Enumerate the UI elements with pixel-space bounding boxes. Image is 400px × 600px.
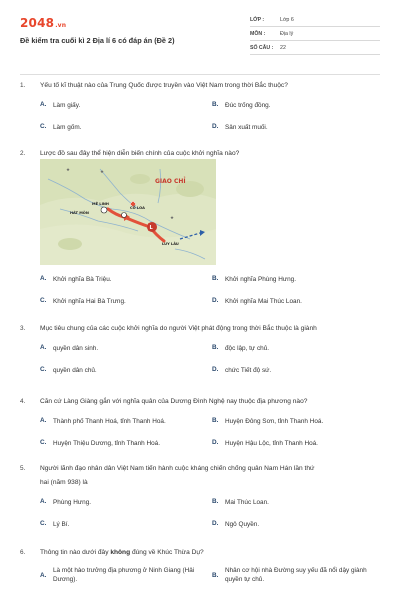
emphasis-not: không: [110, 549, 131, 556]
option-letter: A.: [40, 101, 47, 108]
option-text: Phùng Hưng.: [53, 499, 92, 506]
option-text: chức Tiết độ sứ.: [225, 367, 272, 374]
option-letter: B.: [212, 275, 219, 282]
question-2-options: [20, 270, 380, 314]
meta-key: MÔN :: [250, 30, 266, 37]
question-1: [20, 80, 380, 140]
option-text: Huyện Thiệu Dương, tỉnh Thanh Hoá.: [53, 440, 160, 447]
option-a[interactable]: [40, 96, 212, 118]
map-label-giao-chi: GIAO CHỈ: [155, 178, 186, 185]
question-number: 5.: [20, 465, 26, 472]
option-d[interactable]: [212, 434, 384, 456]
option-d[interactable]: [212, 361, 384, 383]
meta-key: SỐ CÂU :: [250, 44, 274, 51]
option-letter: B.: [212, 344, 219, 351]
option-c[interactable]: [40, 361, 212, 383]
option-text: Là một hào trưởng địa phương ở Ninh Giang (Hải Dương).: [53, 567, 195, 583]
option-a[interactable]: [40, 412, 212, 434]
option-text: Sản xuất muối.: [225, 124, 268, 131]
option-letter: C.: [40, 366, 47, 373]
option-letter: A.: [40, 275, 47, 282]
option-text: quyền dân sinh.: [53, 345, 99, 352]
option-letter: A.: [40, 498, 47, 505]
map-label-co-loa: CỔ LOA: [130, 206, 145, 210]
option-a[interactable]: [40, 270, 212, 292]
option-text: Ngô Quyền.: [225, 521, 260, 528]
question-text: Lược đồ sau đây thể hiện diễn biến chính của cuộc khởi nghĩa nào?: [40, 150, 240, 157]
option-c[interactable]: [40, 118, 212, 140]
option-text: Mai Thúc Loan.: [225, 499, 269, 506]
option-text: Khởi nghĩa Hai Bà Trưng.: [53, 298, 126, 305]
option-text: Khởi nghĩa Bà Triệu.: [53, 276, 112, 283]
svg-text:L: L: [149, 225, 153, 231]
historical-map: [40, 159, 216, 265]
option-d[interactable]: [212, 515, 384, 537]
question-2: [20, 148, 380, 159]
option-letter: C.: [40, 123, 47, 130]
option-letter: B.: [212, 101, 219, 108]
option-b[interactable]: [212, 560, 384, 588]
option-d[interactable]: [212, 292, 384, 314]
meta-value: Địa lý: [280, 30, 294, 37]
option-letter: B.: [212, 498, 219, 505]
question-text: Mục tiêu chung của các cuộc khởi nghĩa do người Việt phát động trong thời Bắc thuộc là giành: [40, 325, 317, 332]
map-label-luy-lau: LUY LÂU: [162, 242, 179, 246]
option-letter: C.: [40, 297, 47, 304]
option-letter: C.: [40, 520, 47, 527]
question-3: [20, 323, 380, 383]
meta-row-class: [250, 13, 380, 27]
option-letter: A.: [40, 571, 47, 579]
option-b[interactable]: [212, 270, 384, 292]
option-letter: D.: [212, 297, 219, 304]
option-letter: B.: [212, 417, 219, 424]
option-b[interactable]: [212, 412, 384, 434]
option-text: Đúc trống đồng.: [225, 102, 271, 109]
meta-key: LỚP :: [250, 16, 265, 23]
map-label-hat-mon: HÁT MÔN: [70, 211, 89, 215]
question-number: 3.: [20, 325, 26, 332]
meta-table: [250, 13, 380, 55]
option-b[interactable]: [212, 339, 384, 361]
option-letter: A.: [40, 417, 47, 424]
option-b[interactable]: [212, 493, 384, 515]
option-text: Thành phố Thanh Hoá, tỉnh Thanh Hoá.: [53, 418, 166, 425]
question-number: 1.: [20, 82, 26, 89]
option-letter: D.: [212, 439, 219, 446]
option-d[interactable]: [212, 118, 384, 140]
question-number: 2.: [20, 150, 26, 157]
option-letter: D.: [212, 123, 219, 130]
option-letter: B.: [212, 571, 219, 579]
option-text: Huyện Đông Sơn, tỉnh Thanh Hoá.: [225, 418, 324, 425]
header-divider: [20, 74, 380, 75]
option-a[interactable]: [40, 560, 212, 588]
option-text: Khởi nghĩa Mai Thúc Loan.: [225, 298, 302, 305]
option-text: quyền dân chủ.: [53, 367, 97, 374]
option-letter: A.: [40, 344, 47, 351]
option-letter: C.: [40, 439, 47, 446]
option-a[interactable]: [40, 493, 212, 515]
meta-value: Lớp 6: [280, 16, 294, 23]
option-text: Làm giấy.: [53, 102, 81, 109]
option-letter: D.: [212, 520, 219, 527]
option-a[interactable]: [40, 339, 212, 361]
option-c[interactable]: [40, 292, 212, 314]
map-graphic: [40, 159, 216, 265]
option-text: Làm gốm.: [53, 124, 82, 131]
map-label-me-linh: MÊ LINH: [92, 202, 109, 206]
question-number: 4.: [20, 398, 26, 405]
meta-row-subject: [250, 27, 380, 41]
question-number: 6.: [20, 549, 26, 556]
option-c[interactable]: [40, 515, 212, 537]
option-text: Khởi nghĩa Phùng Hưng.: [225, 276, 297, 283]
option-c[interactable]: [40, 434, 212, 456]
svg-text:★: ★: [100, 170, 105, 175]
svg-text:★: ★: [66, 168, 71, 173]
option-text: Lý Bí.: [53, 521, 70, 528]
option-b[interactable]: [212, 96, 384, 118]
svg-text:★: ★: [170, 216, 175, 221]
question-text-line-1: Người lãnh đạo nhân dân Việt Nam tiến hành cuộc kháng chiến chống quân Nam Hán lần thứ: [40, 465, 315, 472]
option-text: Huyện Hậu Lộc, tỉnh Thanh Hoá.: [225, 440, 318, 447]
meta-row-count: [250, 41, 380, 55]
question-5: [20, 463, 380, 537]
document-header: [0, 0, 400, 70]
meta-value: 22: [280, 44, 286, 51]
question-4: [20, 396, 380, 456]
site-logo[interactable]: [20, 16, 66, 30]
logo-suffix: .vn: [55, 22, 67, 29]
logo-text: 2048: [20, 16, 55, 30]
question-text: Yếu tố kĩ thuật nào của Trung Quốc được truyền vào Việt Nam trong thời Bắc thuộc?: [40, 82, 288, 89]
question-text: Thông tin nào dưới đây không đúng về Khúc Thừa Dụ?: [40, 549, 204, 556]
option-text: Nhân cơ hội nhà Đường suy yếu đã nổi dậy giành quyền tự chủ.: [225, 567, 367, 583]
option-letter: D.: [212, 366, 219, 373]
question-6: [20, 547, 380, 588]
question-text-line-2: hai (năm 938) là: [40, 479, 88, 486]
document-title: Đề kiểm tra cuối kì 2 Địa lí 6 có đáp án (Đề 2): [20, 36, 175, 45]
question-text: Căn cứ Làng Giàng gắn với nghĩa quân của Dương Đình Nghệ nay thuộc địa phương nào?: [40, 398, 308, 405]
option-text: độc lập, tự chủ.: [225, 345, 270, 352]
